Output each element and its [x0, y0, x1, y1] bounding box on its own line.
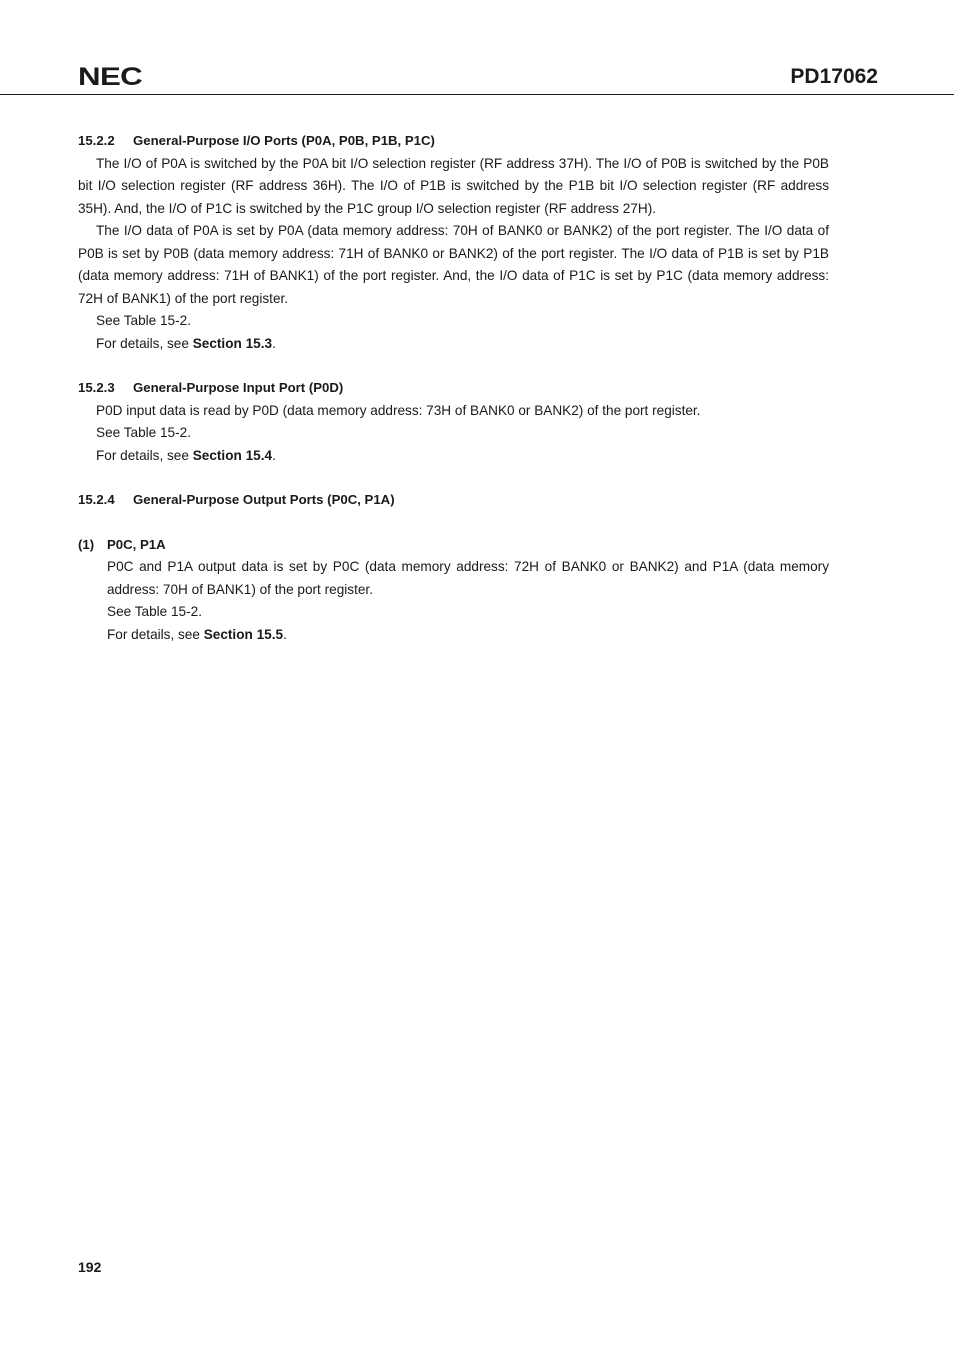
subsection-heading	[78, 534, 829, 557]
details-suffix: .	[283, 626, 287, 642]
section-heading-15-2-2	[78, 130, 829, 153]
see-table-note: See Table 15-2.	[107, 604, 202, 619]
section-number: 15.2.2	[78, 133, 115, 148]
page-content	[78, 130, 829, 646]
see-table-note: See Table 15-2.	[96, 313, 191, 328]
section-title: General-Purpose Output Ports (P0C, P1A)	[133, 492, 395, 507]
subsection-title: P0C, P1A	[107, 536, 166, 552]
details-suffix: .	[272, 335, 276, 351]
section-paragraph: The I/O of P0A is switched by the P0A bit I/O selection register (RF address 37H). The I/O of P0B is switched by the P0B bit I/O selection register (RF address 36H). The I/O of P1B is switched by the P1B bit I/O selection register (RF address 35H). And, the I/O of P1C is switched by the P1C group I/O selection register (RF address 27H).	[78, 155, 829, 216]
details-suffix: .	[272, 447, 276, 463]
section-heading-15-2-3	[78, 377, 829, 400]
document-id: PD17062	[790, 65, 878, 88]
section-number: 15.2.4	[78, 492, 115, 507]
section-paragraph: The I/O data of P0A is set by P0A (data memory address: 70H of BANK0 or BANK2) of the port register. The I/O data of P0B is set by P0B (data memory address: 71H of BANK0 or BANK2) of the port register. The I/O data of P1B is set by P1B (data memory address: 71H of BANK1) of the port register. And, the I/O data of P1C is set by P1C (data memory address: 72H of BANK1) of the port register.	[78, 223, 829, 306]
section-title: General-Purpose I/O Ports (P0A, P0B, P1B, P1C)	[133, 133, 435, 148]
details-note	[78, 624, 829, 647]
details-prefix: For details, see	[96, 335, 193, 351]
details-prefix: For details, see	[107, 626, 204, 642]
section-reference: Section 15.5	[203, 626, 284, 642]
section-number: 15.2.3	[78, 380, 115, 395]
details-note	[78, 445, 829, 468]
subsection-paragraph: P0C and P1A output data is set by P0C (data memory address: 72H of BANK0 or BANK2) and P1A (data memory address: 70H of BANK1) of the port register.	[107, 559, 829, 597]
page-number: 192	[78, 1259, 102, 1275]
section-paragraph: P0D input data is read by P0D (data memory address: 73H of BANK0 or BANK2) of the port register.	[96, 402, 701, 418]
nec-logo: NEC	[78, 63, 143, 91]
details-prefix: For details, see	[96, 447, 193, 463]
header-rule	[0, 94, 954, 95]
section-heading-15-2-4	[78, 489, 829, 512]
see-table-note: See Table 15-2.	[96, 425, 191, 440]
section-reference: Section 15.4	[192, 447, 273, 463]
details-note	[78, 333, 829, 356]
section-reference: Section 15.3	[192, 335, 273, 351]
section-title: General-Purpose Input Port (P0D)	[133, 380, 344, 395]
subsection-number: (1)	[78, 536, 95, 552]
